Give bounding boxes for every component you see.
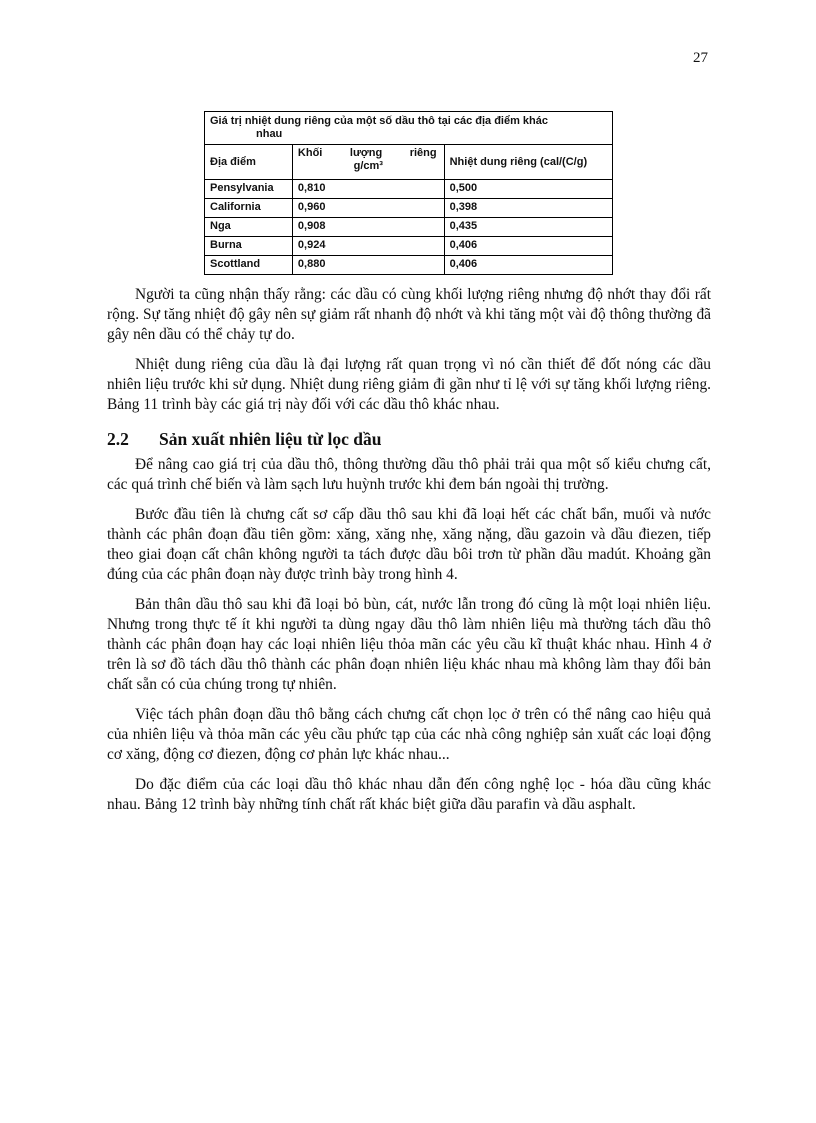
table-caption-line2: nhau (256, 128, 283, 140)
cell-location: Burna (205, 237, 293, 256)
table-row (205, 256, 613, 275)
header-density-word1: Khối (297, 147, 323, 159)
table-row (205, 199, 613, 218)
cell-heat: 0,406 (444, 256, 612, 275)
specific-heat-table (204, 111, 613, 275)
header-density (292, 145, 444, 180)
cell-location: Scottland (205, 256, 293, 275)
cell-location: Nga (205, 218, 293, 237)
paragraph: Do đặc điểm của các loại dầu thô khác nhau dẫn đến công nghệ lọc - hóa dầu cũng khác nhau. Bảng 12 trình bày những tính chất rất khác biệt giữa dầu parafin và dầu asphalt. (107, 776, 711, 813)
paragraph: Người ta cũng nhận thấy rằng: các dầu có cùng khối lượng riêng nhưng độ nhớt thay đổi rất rộng. Sự tăng nhiệt độ gây nên sự giảm rất nhanh độ nhớt và khi tăng một vài độ thông thường đã gây nên dầu có thể chảy tự do. (107, 286, 711, 343)
cell-heat: 0,406 (444, 237, 612, 256)
table-caption-row (205, 112, 613, 145)
paragraph: Việc tách phân đoạn dầu thô bằng cách chưng cất chọn lọc ở trên có thể nâng cao hiệu quả của nhiên liệu và thỏa mãn các yêu cầu phức tạp của các nhà công nghiệp sản xuất các loại động cơ xăng, động cơ điezen, động cơ phản lực khác nhau... (107, 706, 711, 763)
page-number: 27 (693, 50, 708, 66)
paragraph: Bản thân dầu thô sau khi đã loại bỏ bùn, cát, nước lẫn trong đó cũng là một loại nhiên liệu. Nhưng trong thực tế ít khi người ta dùng ngay dầu thô làm nhiên liệu mà thường tách dầu thô thành các phân đoạn hay các loại nhiên liệu thỏa mãn các yêu cầu kĩ thuật khác nhau. Hình 4 ở trên là sơ đồ tách dầu thô thành các phân đoạn nhiên liệu khác nhau mà không làm thay đổi bản chất sẵn có của chúng trong tự nhiên. (107, 596, 711, 693)
paragraph: Bước đầu tiên là chưng cất sơ cấp dầu thô sau khi đã loại hết các chất bẩn, muối và nước thành các phân đoạn đầu tiên gồm: xăng, xăng nhẹ, xăng nặng, dầu gazoin và dầu điezen, tiếp theo giai đoạn cất chân không người ta tách được dầu bôi trơn từ phần dầu madút. Khoảng gần đúng của các phân đoạn này được trình bày trong hình 4. (107, 506, 711, 583)
body-text (107, 285, 711, 825)
table-row (205, 237, 613, 256)
cell-density: 0,960 (292, 199, 444, 218)
cell-location: Pensylvania (205, 180, 293, 199)
header-location: Địa điểm (205, 145, 293, 180)
cell-heat: 0,500 (444, 180, 612, 199)
table-caption-line1: Giá trị nhiệt dung riêng của một số dầu thô tại các địa điểm khác (210, 115, 549, 127)
header-density-word2: lượng (349, 147, 383, 159)
paragraph: Để nâng cao giá trị của dầu thô, thông thường dầu thô phải trải qua một số kiểu chưng cất, các quá trình chế biến và làm sạch lưu huỳnh trước khi đem bán ngoài thị trường. (107, 456, 711, 493)
cell-density: 0,810 (292, 180, 444, 199)
table-caption (205, 112, 613, 145)
cell-location: California (205, 199, 293, 218)
section-heading (107, 429, 711, 449)
section-number: 2.2 (107, 429, 129, 449)
paragraph: Nhiệt dung riêng của dầu là đại lượng rất quan trọng vì nó cần thiết để đốt nóng các dầu nhiên liệu trước khi sử dụng. Nhiệt dung riêng giảm đi gần như tỉ lệ với sự tăng khối lượng riêng. Bảng 11 trình bày các giá trị này đối với các dầu thô khác nhau. (107, 356, 711, 413)
header-heat: Nhiệt dung riêng (cal/(C/g) (444, 145, 612, 180)
cell-heat: 0,398 (444, 199, 612, 218)
cell-density: 0,924 (292, 237, 444, 256)
table-row (205, 180, 613, 199)
cell-heat: 0,435 (444, 218, 612, 237)
table-row (205, 218, 613, 237)
section-title: Sản xuất nhiên liệu từ lọc dầu (159, 429, 382, 449)
cell-density: 0,880 (292, 256, 444, 275)
header-density-unit: g/cm³ (353, 160, 383, 172)
cell-density: 0,908 (292, 218, 444, 237)
table-header-row (205, 145, 613, 180)
header-density-word3: riêng (409, 147, 437, 159)
